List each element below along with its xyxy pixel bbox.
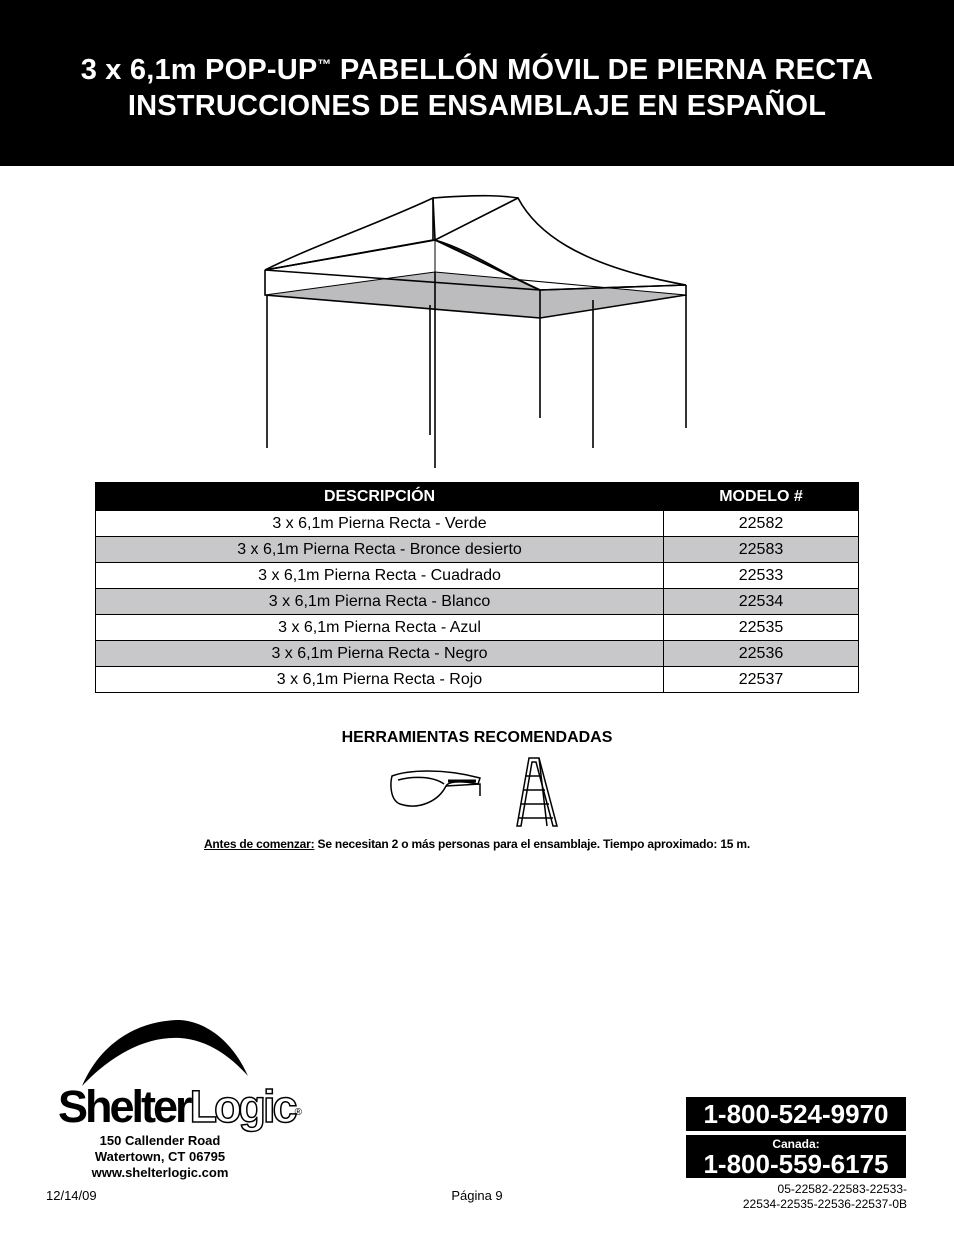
table-row xyxy=(96,667,859,693)
row-description: 3 x 6,1m Pierna Recta - Negro xyxy=(96,641,664,667)
website-link[interactable]: www.shelterlogic.com xyxy=(91,1165,229,1180)
before-starting-note xyxy=(0,837,954,851)
document-code-line-2: 22534-22535-22536-22537-0B xyxy=(742,1197,907,1211)
row-description: 3 x 6,1m Pierna Recta - Bronce desierto xyxy=(96,537,664,563)
table-row xyxy=(96,563,859,589)
row-model: 22582 xyxy=(664,511,859,537)
tools-title: HERRAMIENTAS RECOMENDADAS xyxy=(341,729,613,746)
table-row xyxy=(96,537,859,563)
header-model: MODELO # xyxy=(664,483,859,511)
logo-text-shelter: Shelter xyxy=(58,1081,190,1132)
shelterlogic-logo xyxy=(58,1082,302,1132)
header-description: DESCRIPCIÓN xyxy=(96,483,664,511)
document-code xyxy=(743,1182,907,1212)
address-line-1: 150 Callender Road xyxy=(99,1133,221,1148)
note-label: Antes de comenzar: xyxy=(203,837,315,851)
table-header-row xyxy=(96,483,859,511)
footer-date: 12/14/09 xyxy=(46,1188,97,1203)
row-model: 22583 xyxy=(664,537,859,563)
phone-canada-box xyxy=(686,1135,906,1178)
row-description: 3 x 6,1m Pierna Recta - Azul xyxy=(96,615,664,641)
row-description: 3 x 6,1m Pierna Recta - Cuadrado xyxy=(96,563,664,589)
row-description: 3 x 6,1m Pierna Recta - Rojo xyxy=(96,667,664,693)
table-row xyxy=(96,589,859,615)
row-model: 22534 xyxy=(664,589,859,615)
page-header xyxy=(0,0,954,166)
model-table xyxy=(95,482,859,693)
phone-us: 1-800-524-9970 xyxy=(686,1097,906,1131)
title-line-1 xyxy=(0,52,954,88)
row-model: 22537 xyxy=(664,667,859,693)
table-row xyxy=(96,511,859,537)
registered-mark: ® xyxy=(294,1107,302,1118)
page-number: Página 9 xyxy=(451,1188,503,1203)
address-line-2: Watertown, CT 06795 xyxy=(94,1149,226,1164)
title-part-1: 3 x 6,1m POP-UP xyxy=(80,54,318,86)
trademark-mark: ™ xyxy=(317,56,332,72)
note-text: Se necesitan 2 o más personas para el ensamblaje. Tiempo aproximado: 15 m. xyxy=(314,837,751,851)
phone-canada: 1-800-559-6175 xyxy=(703,1149,889,1179)
canada-label: Canada: xyxy=(772,1137,820,1151)
row-description: 3 x 6,1m Pierna Recta - Blanco xyxy=(96,589,664,615)
logo-arc-icon xyxy=(80,1018,250,1088)
row-model: 22535 xyxy=(664,615,859,641)
title-part-2: PABELLÓN MÓVIL DE PIERNA RECTA xyxy=(331,54,874,86)
row-model: 22533 xyxy=(664,563,859,589)
company-address xyxy=(55,1133,265,1181)
table-row xyxy=(96,641,859,667)
document-code-line-1: 05-22582-22583-22533- xyxy=(777,1182,907,1196)
canopy-illustration xyxy=(255,190,700,475)
title-line-2: INSTRUCCIONES DE ENSAMBLAJE EN ESPAÑOL xyxy=(127,90,827,122)
row-model: 22536 xyxy=(664,641,859,667)
table-row xyxy=(96,615,859,641)
safety-glasses-icon xyxy=(388,762,483,812)
logo-text-logic: Logic xyxy=(189,1081,295,1132)
row-description: 3 x 6,1m Pierna Recta - Verde xyxy=(96,511,664,537)
ladder-icon xyxy=(515,756,559,828)
